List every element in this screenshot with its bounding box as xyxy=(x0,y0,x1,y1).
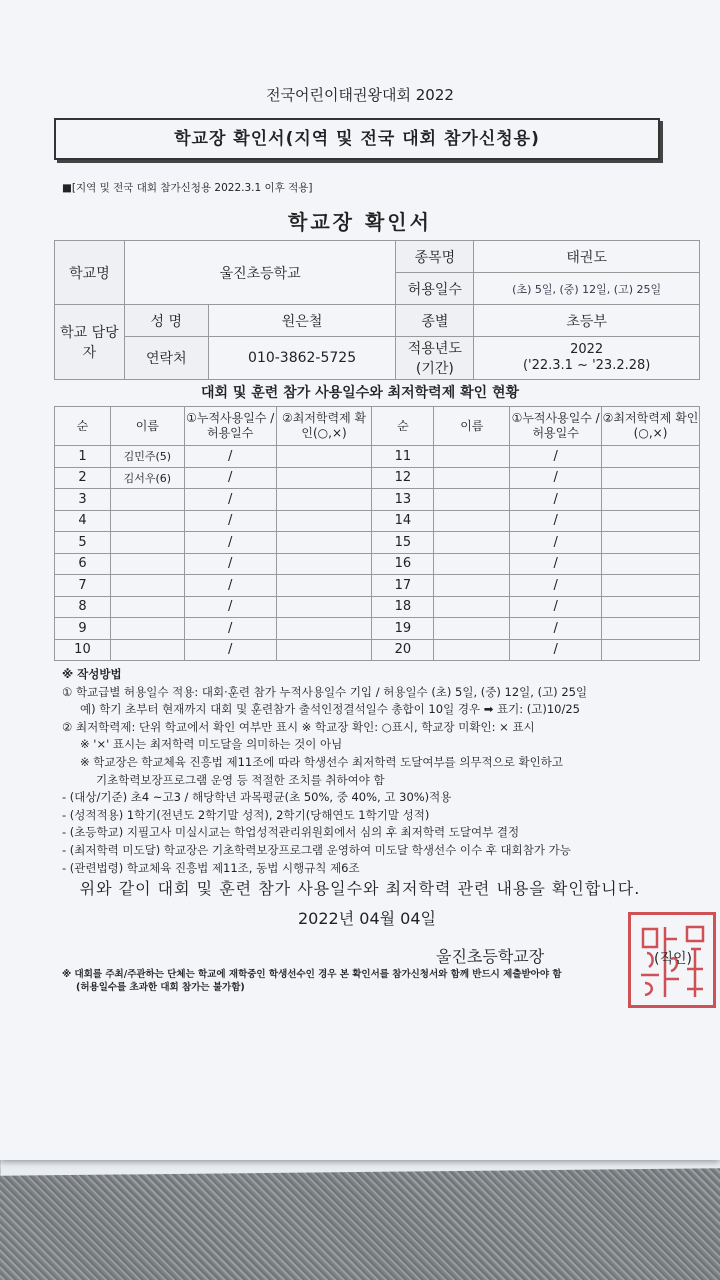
row-days: / xyxy=(510,489,602,511)
row-academic xyxy=(276,532,372,554)
row-academic xyxy=(602,510,700,532)
row-number: 2 xyxy=(55,467,111,489)
school-label: 학교명 xyxy=(55,241,125,305)
manager-label: 학교 담당자 xyxy=(55,305,125,380)
footnote-line: ※ 대회를 주최/주관하는 단체는 학교에 재학중인 학생선수인 경우 본 확인서를 참가신청서와 함께 반드시 제출받아야 함 xyxy=(62,969,562,980)
row-number: 12 xyxy=(372,467,434,489)
year-label: 적용년도 (기간) xyxy=(396,337,474,380)
instructions-heading: ※ 작성방법 xyxy=(62,667,122,681)
row-days: / xyxy=(184,510,276,532)
row-academic xyxy=(602,596,700,618)
row-name xyxy=(110,532,184,554)
row-name xyxy=(434,446,510,468)
instruction-line: 기초학력보장프로그램 운영 등 적절한 조치를 취하여야 함 xyxy=(96,772,385,787)
row-number: 15 xyxy=(372,532,434,554)
row-days: / xyxy=(510,575,602,597)
row-name xyxy=(434,532,510,554)
manager-name: 원은철 xyxy=(208,305,396,337)
sport-value: 태권도 xyxy=(474,241,700,273)
row-name xyxy=(434,553,510,575)
row-days: / xyxy=(510,639,602,661)
table-row xyxy=(55,596,700,618)
event-title: 전국어린이태권왕대회 2022 xyxy=(266,86,454,104)
row-number: 18 xyxy=(372,596,434,618)
row-academic xyxy=(276,639,372,661)
row-number: 7 xyxy=(55,575,111,597)
row-days: / xyxy=(184,618,276,640)
instruction-line: ② 최저학력제: 단위 학교에서 확인 여부만 표시 ※ 학교장 확인: ○표시, 학교장 미확인: × 표시 xyxy=(62,719,535,734)
category-value: 초등부 xyxy=(474,305,700,337)
row-days: / xyxy=(184,575,276,597)
main-title-box: 학교장 확인서(지역 및 전국 대회 참가신청용) xyxy=(54,118,660,160)
instruction-line: ① 학교급별 허용일수 적용: 대회·훈련 참가 누적사용일수 기입 / 허용일수 (초) 5일, (중) 12일, (고) 25일 xyxy=(62,684,588,699)
header-no: 순 xyxy=(372,407,434,446)
row-name xyxy=(110,618,184,640)
instructions xyxy=(62,666,712,877)
row-academic xyxy=(602,553,700,575)
row-academic xyxy=(276,575,372,597)
table-row xyxy=(55,639,700,661)
row-name xyxy=(110,639,184,661)
row-academic xyxy=(276,510,372,532)
row-name xyxy=(110,553,184,575)
allowed-days-value: (초) 5일, (중) 12일, (고) 25일 xyxy=(474,273,700,305)
row-number: 19 xyxy=(372,618,434,640)
row-academic xyxy=(276,489,372,511)
row-name xyxy=(434,618,510,640)
row-academic xyxy=(276,596,372,618)
header-days: ①누적사용일수 /허용일수 xyxy=(184,407,276,446)
table-row xyxy=(55,510,700,532)
year-value: 2022 xyxy=(570,342,604,357)
row-academic xyxy=(602,467,700,489)
row-number: 1 xyxy=(55,446,111,468)
header-academic: ②최저학력제 확인(○,×) xyxy=(602,407,700,446)
contact-label: 연락처 xyxy=(124,337,208,380)
school-name: 울진초등학교 xyxy=(124,241,396,305)
row-days: / xyxy=(510,596,602,618)
table-row xyxy=(55,618,700,640)
row-number: 10 xyxy=(55,639,111,661)
row-academic xyxy=(602,532,700,554)
row-days: / xyxy=(510,553,602,575)
row-academic xyxy=(602,489,700,511)
row-name: 김서우(6) xyxy=(110,467,184,489)
footnote xyxy=(62,968,712,994)
row-name xyxy=(434,639,510,661)
row-name xyxy=(110,575,184,597)
row-days: / xyxy=(510,446,602,468)
header-days: ①누적사용일수 /허용일수 xyxy=(510,407,602,446)
row-days: / xyxy=(510,532,602,554)
row-number: 17 xyxy=(372,575,434,597)
row-number: 14 xyxy=(372,510,434,532)
row-academic xyxy=(276,467,372,489)
status-table-title: 대회 및 훈련 참가 사용일수와 최저학력제 확인 현황 xyxy=(200,385,520,401)
row-name xyxy=(110,510,184,532)
category-label: 종별 xyxy=(396,305,474,337)
row-days: / xyxy=(184,532,276,554)
row-days: / xyxy=(510,467,602,489)
school-head-name: 울진초등학교장 xyxy=(436,947,545,966)
row-days: / xyxy=(510,510,602,532)
row-number: 8 xyxy=(55,596,111,618)
row-academic xyxy=(602,639,700,661)
row-number: 3 xyxy=(55,489,111,511)
instruction-line: - (최저학력 미도달) 학교장은 기초학력보장프로그램 운영하여 미도달 학생선수 이수 후 대회참가 가능 xyxy=(62,842,571,857)
row-name: 김민주(5) xyxy=(110,446,184,468)
instruction-line: - (관련법령) 학교체육 진흥법 제11조, 동법 시행규칙 제6조 xyxy=(62,860,360,875)
table-row xyxy=(55,489,700,511)
instruction-line: 예) 학기 초부터 현재까지 대회 및 훈련참가 출석인정결석일수 총합이 10일 경우 ➡ 표기: (고)10/25 xyxy=(80,702,580,717)
instruction-line: - (초등학교) 지필고사 미실시교는 학업성적관리위원회에서 심의 후 최저학력 도달여부 결정 xyxy=(62,825,520,840)
sport-label: 종목명 xyxy=(396,241,474,273)
row-days: / xyxy=(184,553,276,575)
row-number: 5 xyxy=(55,532,111,554)
header-academic: ②최저학력제 확인(○,×) xyxy=(276,407,372,446)
period-value: ('22.3.1 ~ '23.2.28) xyxy=(522,358,651,373)
row-name xyxy=(434,596,510,618)
apply-note: ■[지역 및 전국 대회 참가신청용 2022.3.1 이후 적용] xyxy=(62,182,313,194)
row-name xyxy=(110,596,184,618)
footnote-line: (허용일수를 초과한 대회 참가는 불가함) xyxy=(76,982,245,993)
row-name xyxy=(434,510,510,532)
header-name: 이름 xyxy=(110,407,184,446)
seal-label: (직인) xyxy=(654,951,692,967)
row-number: 20 xyxy=(372,639,434,661)
status-table xyxy=(54,406,700,661)
row-days: / xyxy=(184,596,276,618)
row-academic xyxy=(602,446,700,468)
row-academic xyxy=(602,618,700,640)
row-name xyxy=(110,489,184,511)
contact-value: 010-3862-5725 xyxy=(208,337,396,380)
row-days: / xyxy=(184,489,276,511)
row-days: / xyxy=(184,446,276,468)
allowed-label: 허용일수 xyxy=(396,273,474,305)
issue-date: 2022년 04월 04일 xyxy=(298,909,436,928)
row-days: / xyxy=(184,639,276,661)
instruction-line: - (대상/기준) 초4 ~고3 / 해당학년 과목평균(초 50%, 중 40%, 고 30%)적용 xyxy=(62,790,452,805)
row-number: 16 xyxy=(372,553,434,575)
table-row xyxy=(55,446,700,468)
row-name xyxy=(434,575,510,597)
header-no: 순 xyxy=(55,407,111,446)
info-table xyxy=(54,240,700,380)
row-number: 13 xyxy=(372,489,434,511)
table-row xyxy=(55,532,700,554)
table-row xyxy=(55,467,700,489)
row-number: 9 xyxy=(55,618,111,640)
instruction-line: - (성적적용) 1학기(전년도 2학기말 성적), 2학기(당해연도 1학기말 성적) xyxy=(62,807,430,822)
row-days: / xyxy=(510,618,602,640)
table-row xyxy=(55,575,700,597)
row-academic xyxy=(602,575,700,597)
name-label: 성 명 xyxy=(124,305,208,337)
row-name xyxy=(434,467,510,489)
header-name: 이름 xyxy=(434,407,510,446)
row-number: 6 xyxy=(55,553,111,575)
row-academic xyxy=(276,553,372,575)
row-academic xyxy=(276,446,372,468)
row-academic xyxy=(276,618,372,640)
row-number: 4 xyxy=(55,510,111,532)
doc-title: 학교장 확인서 xyxy=(288,210,432,234)
table-row xyxy=(55,553,700,575)
row-days: / xyxy=(184,467,276,489)
confirm-statement: 위와 같이 대회 및 훈련 참가 사용일수와 최저학력 관련 내용을 확인합니다. xyxy=(79,879,641,898)
instruction-line: ※ 학교장은 학교체육 진흥법 제11조에 따라 학생선수 최저학력 도달여부를 의무적으로 확인하고 xyxy=(80,754,563,769)
instruction-line: ※ '×' 표시는 최저학력 미도달을 의미하는 것이 아님 xyxy=(80,737,343,752)
row-number: 11 xyxy=(372,446,434,468)
row-name xyxy=(434,489,510,511)
